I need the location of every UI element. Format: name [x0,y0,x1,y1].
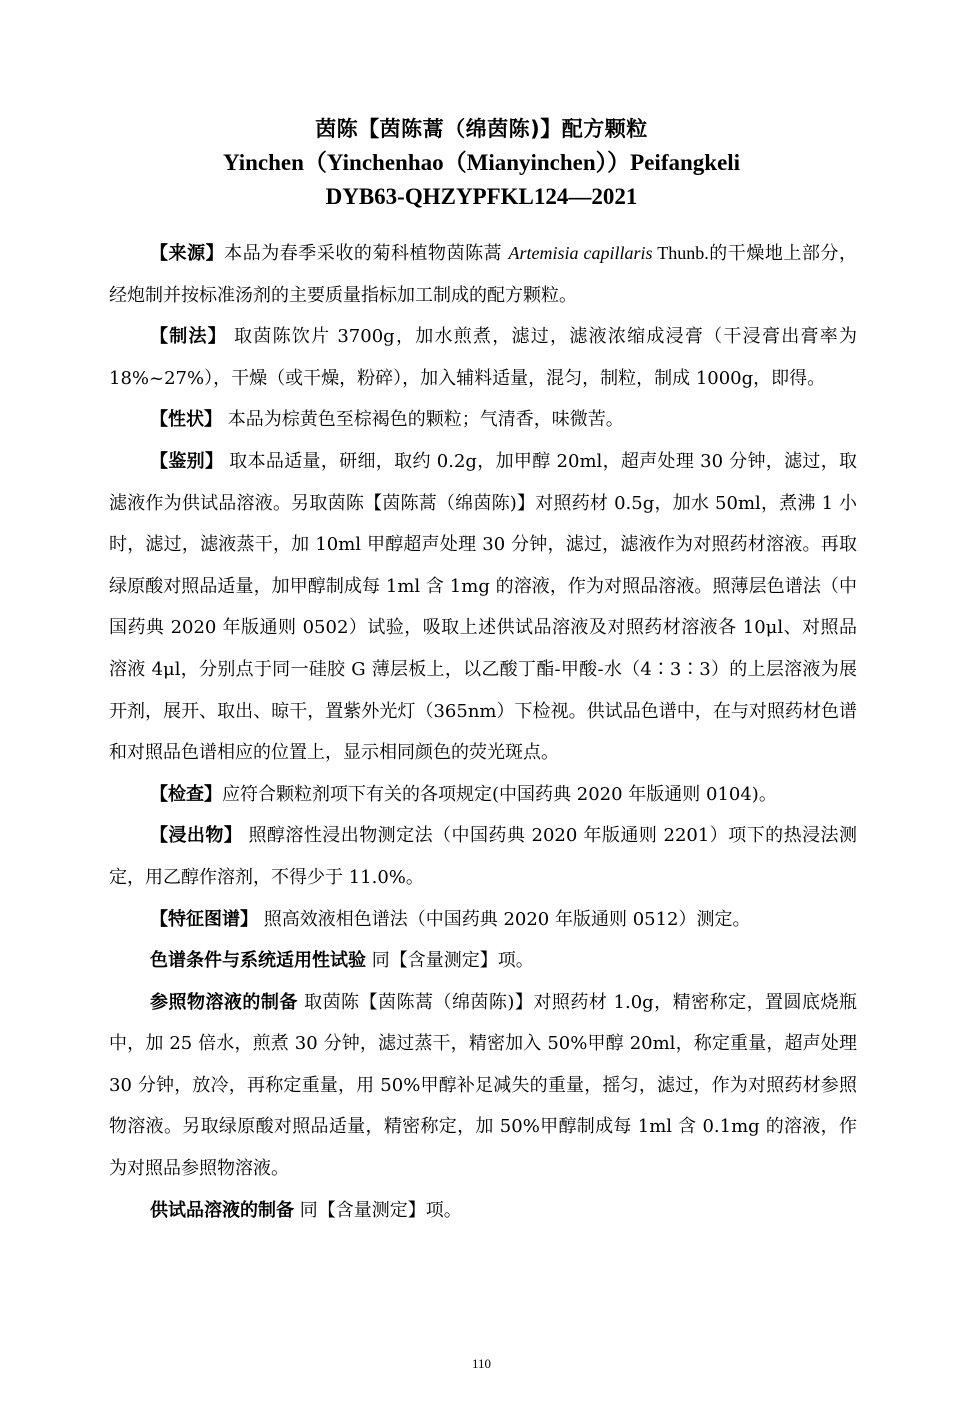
section-inspection [109,774,857,816]
section-text: 取茵陈饮片 3700g，加水煎煮，滤过，滤液浓缩成浸膏（干浸膏出膏率为 18%~27%），干燥（或干燥，粉碎），加入辅料适量，混匀，制粒，制成 1000g，即得。 [109,326,857,389]
section-fingerprint [109,899,857,941]
section-label: 【鉴别】 [150,450,224,472]
section-identification [109,441,857,774]
section-source [109,233,857,316]
latin-author: Thunb. [652,243,709,263]
section-text: 本品为春季采收的菊科植物茵陈蒿 [224,243,509,264]
standard-code: DYB63-QHZYPFKL124—2021 [325,184,638,209]
section-label: 【检查】 [150,783,222,805]
latin-name [508,243,708,263]
subsection-label: 色谱条件与系统适用性试验 [150,950,366,972]
page-number: 110 [471,1356,492,1371]
section-text: 的干燥地上部分，经炮制并按标准汤剂的主要质量指标加工制成的配方颗粒。 [109,243,858,306]
section-text: 取茵陈【茵陈蒿（绵茵陈)】对照药材 1.0g，精密称定，置圆底烧瓶中，加 25 倍水，煎煮 30 分钟，滤过蒸干，精密加入 50%甲醇 20ml，称定重量，超声处理 30 分钟，放冷，再称定重量，用 50%甲醇补足减失的重量，摇匀，滤过，作为对照药材参照物溶液。另取绿原酸对照品适量，精密称定，加 50%甲醇制成每 1ml 含 0.1mg 的溶液，作为对照品参照物溶液。 [109,991,857,1180]
section-text: 同【含量测定】项。 [366,950,534,972]
title-block [0,112,963,214]
title-pinyin: Yinchen（Yinchenhao（Mianyinchen））Peifangkeli [222,150,741,175]
section-text: 照高效液相色谱法（中国药典 2020 年版通则 0512）测定。 [258,908,751,930]
section-text: 取本品适量，研细，取约 0.2g，加甲醇 20ml，超声处理 30 分钟，滤过，取滤液作为供试品溶液。另取茵陈【茵陈蒿（绵茵陈)】对照药材 0.5g，加水 50ml，煮沸 1 小时，滤过，滤液蒸干，加 10ml 甲醇超声处理 30 分钟，滤过，滤液作为对照药材溶液。再取绿原酸对照品适量，加甲醇制成每 1ml 含 1mg 的溶液，作为对照品溶液。照薄层色谱法（中国药典 2020 年版通则 0502）试验，吸取上述供试品溶液及对照药材溶液各 10μl、对照品溶液 4μl，分别点于同一硅胶 G 薄层板上，以乙酸丁酯-甲酸-水（4∶3∶3）的上层溶液为展开剂，展开、取出、晾干，置紫外光灯（365nm）下检视。供试品色谱中，在与对照药材色谱和对照品色谱相应的位置上，显示相同颜色的荧光斑点。 [109,450,858,764]
section-label: 【性状】 [150,409,222,431]
section-preparation [109,316,857,399]
section-label: 【来源】 [150,243,225,264]
section-label: 【特征图谱】 [150,908,258,930]
section-text: 本品为棕黄色至棕褐色的颗粒；气清香，味微苦。 [222,409,624,431]
section-text: 应符合颗粒剂项下有关的各项规定(中国药典 2020 年版通则 0104)。 [222,783,777,805]
subsection-label: 参照物溶液的制备 [150,991,298,1013]
section-text: 同【含量测定】项。 [294,1199,462,1221]
subsection-chromatographic-conditions [109,940,857,982]
section-extract [109,815,857,898]
section-text: 照醇溶性浸出物测定法（中国药典 2020 年版通则 2201）项下的热浸法测定，用乙醇作溶剂，不得少于 11.0%。 [109,825,857,888]
section-label: 【制法】 [150,326,228,348]
latin-species-name: Artemisia capillaris [508,243,653,263]
document-body [109,233,857,1231]
subsection-test-solution [109,1190,857,1232]
subsection-label: 供试品溶液的制备 [150,1199,294,1221]
title-chinese: 茵陈【茵陈蒿（绵茵陈)】配方颗粒 [315,117,648,141]
section-label: 【浸出物】 [150,825,243,847]
section-character [109,399,857,441]
subsection-reference-solution [109,982,857,1190]
